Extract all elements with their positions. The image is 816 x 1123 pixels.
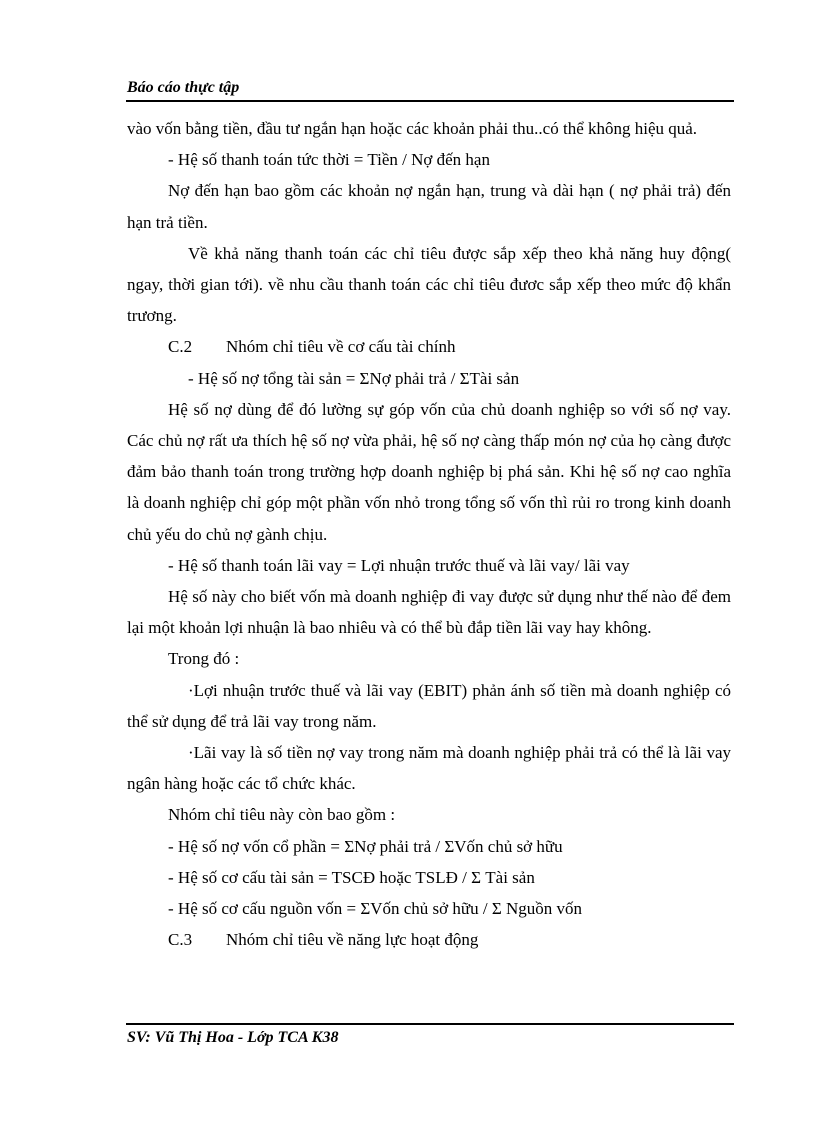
section-heading xyxy=(127,924,731,955)
footer-rule xyxy=(126,1023,734,1025)
formula-item: - Hệ số nợ tổng tài sản = ΣNợ phải trả / ΣTài sản xyxy=(188,368,520,388)
bullet-paragraph: ·Lợi nhuận trước thuế và lãi vay (EBIT) phản ánh số tiền mà doanh nghiệp có thể sử dụng để trả lãi vay trong năm. xyxy=(127,680,731,731)
formula-item: - Hệ số thanh toán tức thời = Tiền / Nợ đến hạn xyxy=(168,150,490,170)
section-heading xyxy=(127,331,731,362)
page-header-title: Báo cáo thực tập xyxy=(127,79,240,96)
paragraph: Nhóm chỉ tiêu này còn bao gồm : xyxy=(168,805,396,825)
paragraph: Nợ đến hạn bao gồm các khoản nợ ngắn hạn, trung và dài hạn ( nợ phải trả) đến hạn trả tiền. xyxy=(127,181,731,232)
formula-item: - Hệ số nợ vốn cổ phần = ΣNợ phải trả / ΣVốn chủ sở hữu xyxy=(168,836,563,856)
section-number: C.2 xyxy=(168,337,193,357)
formula-item: - Hệ số cơ cấu tài sản = TSCĐ hoặc TSLĐ / Σ Tài sản xyxy=(168,867,535,887)
bullet-paragraph: ·Lãi vay là số tiền nợ vay trong năm mà doanh nghiệp phải trả có thể là lãi vay ngân hàng hoặc các tổ chức khác. xyxy=(127,743,731,794)
paragraph: Hệ số nợ dùng để đó lường sự góp vốn của chủ doanh nghiệp so với số nợ vay. Các chủ nợ rất ưa thích hệ số nợ vừa phải, hệ số nợ càng thấp món nợ của họ càng được đảm bảo thanh toán trong trường hợp doanh nghiệp bị phá sản. Khi hệ số nợ cao nghĩa là doanh nghiệp chỉ góp một phần vốn nhỏ trong tổng số vốn thì rủi ro trong kinh doanh chủ yếu do chủ nợ gành chịu. xyxy=(127,399,731,544)
paragraph: Hệ số này cho biết vốn mà doanh nghiệp đi vay được sử dụng như thế nào để đem lại một khoản lợi nhuận là bao nhiêu và có thể bù đắp tiền lãi vay hay không. xyxy=(127,587,731,638)
header-rule xyxy=(126,100,734,102)
formula-item: - Hệ số cơ cấu nguồn vốn = ΣVốn chủ sở hữu / Σ Nguồn vốn xyxy=(168,899,582,919)
formula-item: - Hệ số thanh toán lãi vay = Lợi nhuận trước thuế và lãi vay/ lãi vay xyxy=(168,555,630,575)
section-title: Nhóm chỉ tiêu về cơ cấu tài chính xyxy=(226,337,456,357)
paragraph: Về khả năng thanh toán các chỉ tiêu được sắp xếp theo khả năng huy động( ngay, thời gian tới). về nhu cầu thanh toán các chỉ tiêu đươc sắp xếp theo mức độ khẩn trương. xyxy=(127,243,731,326)
section-number: C.3 xyxy=(168,930,193,950)
paragraph: vào vốn bằng tiền, đầu tư ngắn hạn hoặc các khoản phải thu..có thể không hiệu quả. xyxy=(127,119,698,138)
paragraph: Trong đó : xyxy=(168,649,240,669)
section-title: Nhóm chỉ tiêu về năng lực hoạt động xyxy=(226,930,479,950)
document-body xyxy=(127,113,731,955)
page-footer-text: SV: Vũ Thị Hoa - Lớp TCA K38 xyxy=(127,1029,339,1046)
